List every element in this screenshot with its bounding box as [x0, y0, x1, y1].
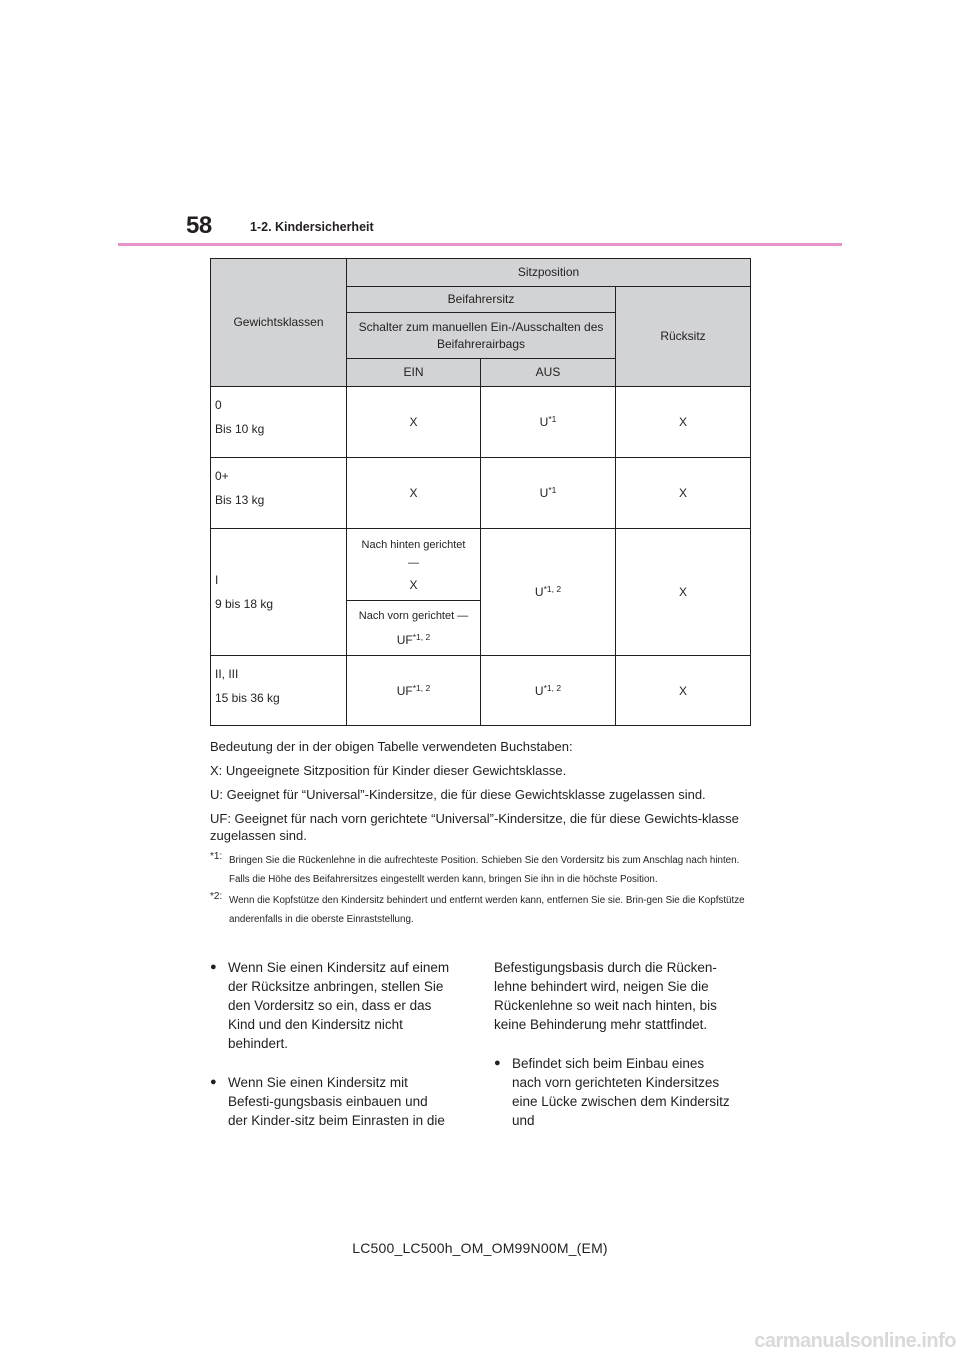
watermark: carmanualsonline.info	[754, 1330, 956, 1352]
note-text: Wenn Sie einen Kindersitz mit Befesti-gungsbasis einbauen und der Kinder-sitz beim Einrasten in die	[228, 1075, 445, 1128]
footnote-mark: *1:	[210, 851, 223, 862]
bullet-icon: ●	[494, 1057, 501, 1069]
weight-range: Bis 13 kg	[215, 493, 265, 507]
legend-intro: Bedeutung der in der obigen Tabelle verwendeten Buchstaben:	[210, 739, 573, 754]
rear-cell: X	[616, 458, 751, 529]
rear-cell: X	[616, 529, 751, 656]
header-divider	[118, 243, 842, 246]
footnote-mark: *2:	[210, 891, 223, 902]
manual-id: LC500_LC500h_OM_OM99N00M_(EM)	[352, 1240, 608, 1256]
on-rear-facing-cell	[347, 529, 481, 601]
note-item	[210, 1073, 450, 1130]
on-cell: X	[347, 458, 481, 529]
off-cell: U$^{*1, 2}$	[481, 656, 616, 726]
weight-range: 9 bis 18 kg	[215, 597, 274, 611]
airbag-switch-header: Schalter zum manuellen Ein-/Ausschalten des Beifahrerairbags	[347, 313, 616, 359]
footnote-text: Bringen Sie die Rückenlehne in die aufrechteste Position. Schieben Sie den Vordersitz bis zum Anschlag nach hinten. Falls die Höhe des Beifahrersitzes eingestellt werden kann, bringen Sie ihn in die höchste Position.	[229, 855, 740, 885]
child-seat-table	[210, 258, 751, 726]
weight-class-cell	[211, 656, 347, 726]
on-header: EIN	[347, 359, 481, 387]
legend-uf: UF: Geeignet für nach vorn gerichtete “Universal”-Kindersitze, die für diese Gewichts-klasse zugelassen sind.	[210, 811, 739, 843]
bullet-icon: ●	[210, 1076, 217, 1088]
notes-right-column	[494, 958, 734, 1150]
seat-position-header: Sitzposition	[347, 259, 751, 287]
bullet-icon: ●	[210, 961, 217, 973]
forward-facing-value: UF$^{*1, 2}$	[396, 632, 431, 647]
page-number: 58	[186, 212, 212, 239]
note-item	[210, 958, 450, 1053]
notes-left-column	[210, 958, 450, 1150]
rear-facing-value: X	[409, 577, 418, 592]
footnote	[210, 891, 750, 929]
on-cell: X	[347, 387, 481, 458]
weight-range: 15 bis 36 kg	[215, 691, 280, 705]
weight-group: 0	[215, 398, 222, 412]
weight-group: II, III	[215, 667, 239, 681]
off-cell: U$^{*1, 2}$	[481, 529, 616, 656]
weight-class-cell	[211, 387, 347, 458]
table-row	[211, 529, 751, 601]
on-forward-facing-cell	[347, 601, 481, 656]
footnote-text: Wenn die Kopfstütze den Kindersitz behindert und entfernt werden kann, entfernen Sie sie. Brin-gen Sie die Kopfstütze anderenfalls in die oberste Einraststellung.	[229, 895, 745, 925]
legend-u: U: Geeignet für “Universal”-Kindersitze, die für diese Gewichtsklasse zugelassen sind.	[210, 787, 706, 802]
off-header: AUS	[481, 359, 616, 387]
note-text: Befindet sich beim Einbau eines nach vorn gerichteten Kindersitzes eine Lücke zwischen dem Kindersitz und	[512, 1056, 730, 1128]
off-cell: $U^{*1}$	[481, 458, 616, 529]
footnote	[210, 851, 750, 889]
weight-range: Bis 10 kg	[215, 422, 265, 436]
weight-group: 0+	[215, 469, 229, 483]
on-cell: UF$^{*1, 2}$	[347, 656, 481, 726]
note-text: Wenn Sie einen Kindersitz auf einem der Rücksitze anbringen, stellen Sie den Vordersitz so ein, dass er das Kind und den Kindersitz nicht behindert.	[228, 960, 450, 1051]
legend	[210, 738, 750, 931]
rear-seat-header: Rücksitz	[616, 287, 751, 387]
section-title: 1-2. Kindersicherheit	[250, 220, 374, 234]
weight-class-cell	[211, 458, 347, 529]
rear-facing-label: Nach hinten gerichtet —	[361, 538, 466, 569]
passenger-seat-header: Beifahrersitz	[347, 287, 616, 313]
note-continuation: Befestigungsbasis durch die Rücken-lehne behindert wird, neigen Sie die Rückenlehne so weit nach hinten, bis keine Behinderung mehr stattfindet.	[494, 960, 717, 1032]
rear-cell: X	[616, 387, 751, 458]
weight-group: I	[215, 573, 219, 587]
note-item	[494, 1054, 734, 1130]
table-row	[211, 656, 751, 726]
forward-facing-label: Nach vorn gerichtet —	[358, 610, 469, 622]
weight-classes-header: Gewichtsklassen	[211, 259, 347, 387]
legend-x: X: Ungeeignete Sitzposition für Kinder dieser Gewichtsklasse.	[210, 763, 567, 778]
table-row	[211, 458, 751, 529]
rear-cell: X	[616, 656, 751, 726]
weight-class-cell	[211, 529, 347, 656]
off-cell: $U^{*1}$	[481, 387, 616, 458]
table-row	[211, 387, 751, 458]
